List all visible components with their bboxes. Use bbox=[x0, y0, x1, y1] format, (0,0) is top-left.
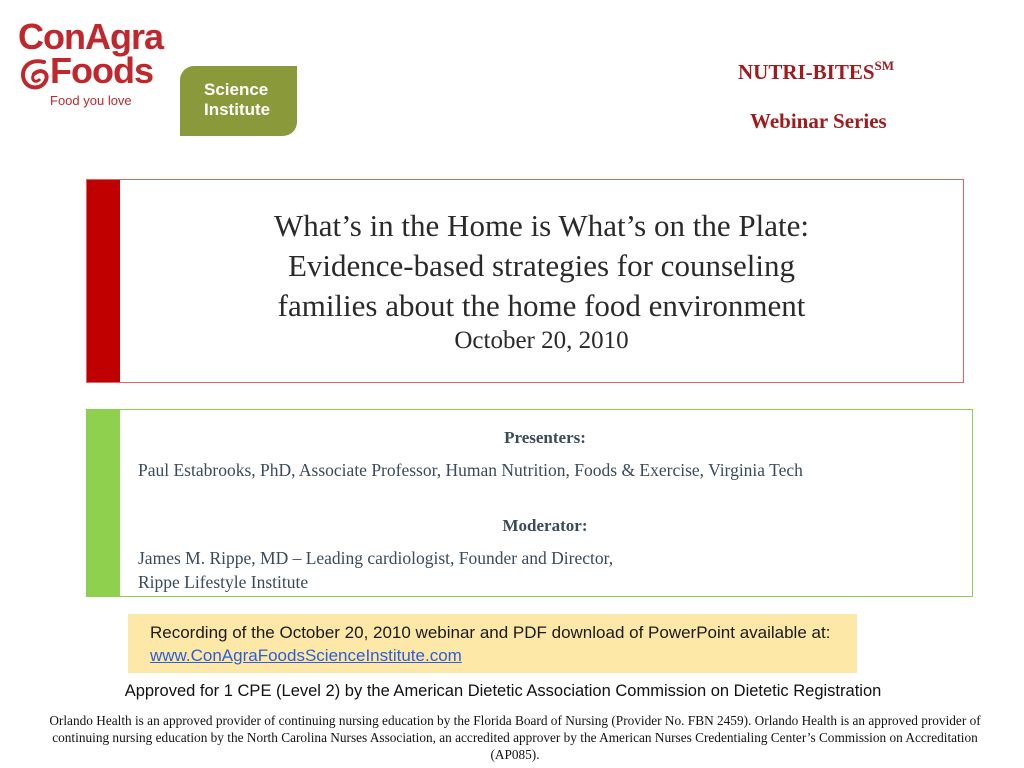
title-box bbox=[86, 179, 964, 383]
recording-notice bbox=[128, 614, 857, 673]
moderator-line-2: Rippe Lifestyle Institute bbox=[138, 572, 309, 592]
conagra-logo-line1: ConAgra bbox=[18, 16, 163, 57]
conagra-tagline: Food you love bbox=[50, 93, 132, 108]
moderator-heading: Moderator: bbox=[502, 516, 588, 535]
title-line-2: Evidence-based strategies for counseling bbox=[287, 248, 795, 283]
title-accent-bar bbox=[87, 180, 120, 382]
conagra-foods-logo bbox=[18, 18, 168, 113]
series-subtitle: Webinar Series bbox=[750, 109, 887, 133]
recording-text bbox=[150, 621, 850, 667]
series-name-text: NUTRI-BITES bbox=[738, 60, 875, 84]
cpe-approval-statement: Approved for 1 CPE (Level 2) by the American Dietetic Association Commission on Dietetic Registration bbox=[124, 682, 882, 700]
presenter-details: Paul Estabrooks, PhD, Associate Professor, Human Nutrition, Foods & Exercise, Virginia Tech bbox=[138, 460, 803, 480]
webinar-date: October 20, 2010 bbox=[454, 327, 629, 354]
conagra-swirl-icon bbox=[18, 54, 52, 94]
title-line-1: What’s in the Home is What’s on the Plate: bbox=[274, 208, 809, 243]
science-logo-line1: Science bbox=[204, 80, 269, 99]
recording-description: Recording of the October 20, 2010 webinar and PDF download of PowerPoint available at: bbox=[150, 623, 831, 642]
nursing-accreditation-statement: Orlando Health is an approved provider of continuing nursing education by the Florida Board of Nursing (Provider No. FBN 2459). Orlando Health is an approved provider of continuing nursing education by the North Carolina Nurses Association, an accredited approver by the American Nurses Credentialing Center’s Commission on Accreditation (AP085). bbox=[49, 713, 981, 762]
series-name bbox=[738, 60, 894, 85]
service-mark: SM bbox=[874, 58, 895, 73]
science-institute-logo bbox=[180, 66, 297, 136]
moderator-details bbox=[138, 546, 838, 594]
presenters-accent-bar bbox=[87, 410, 120, 596]
conagra-logo-line2: Foods bbox=[50, 50, 153, 91]
presenters-heading: Presenters: bbox=[504, 428, 586, 447]
page-title bbox=[120, 206, 963, 326]
presenters-box bbox=[86, 409, 973, 597]
science-institute-link[interactable]: www.ConAgraFoodsScienceInstitute.com bbox=[150, 646, 462, 665]
title-line-3: families about the home food environment bbox=[277, 288, 806, 323]
moderator-line-1: James M. Rippe, MD – Leading cardiologist, Founder and Director, bbox=[138, 548, 614, 568]
science-logo-line2: Institute bbox=[204, 100, 271, 119]
